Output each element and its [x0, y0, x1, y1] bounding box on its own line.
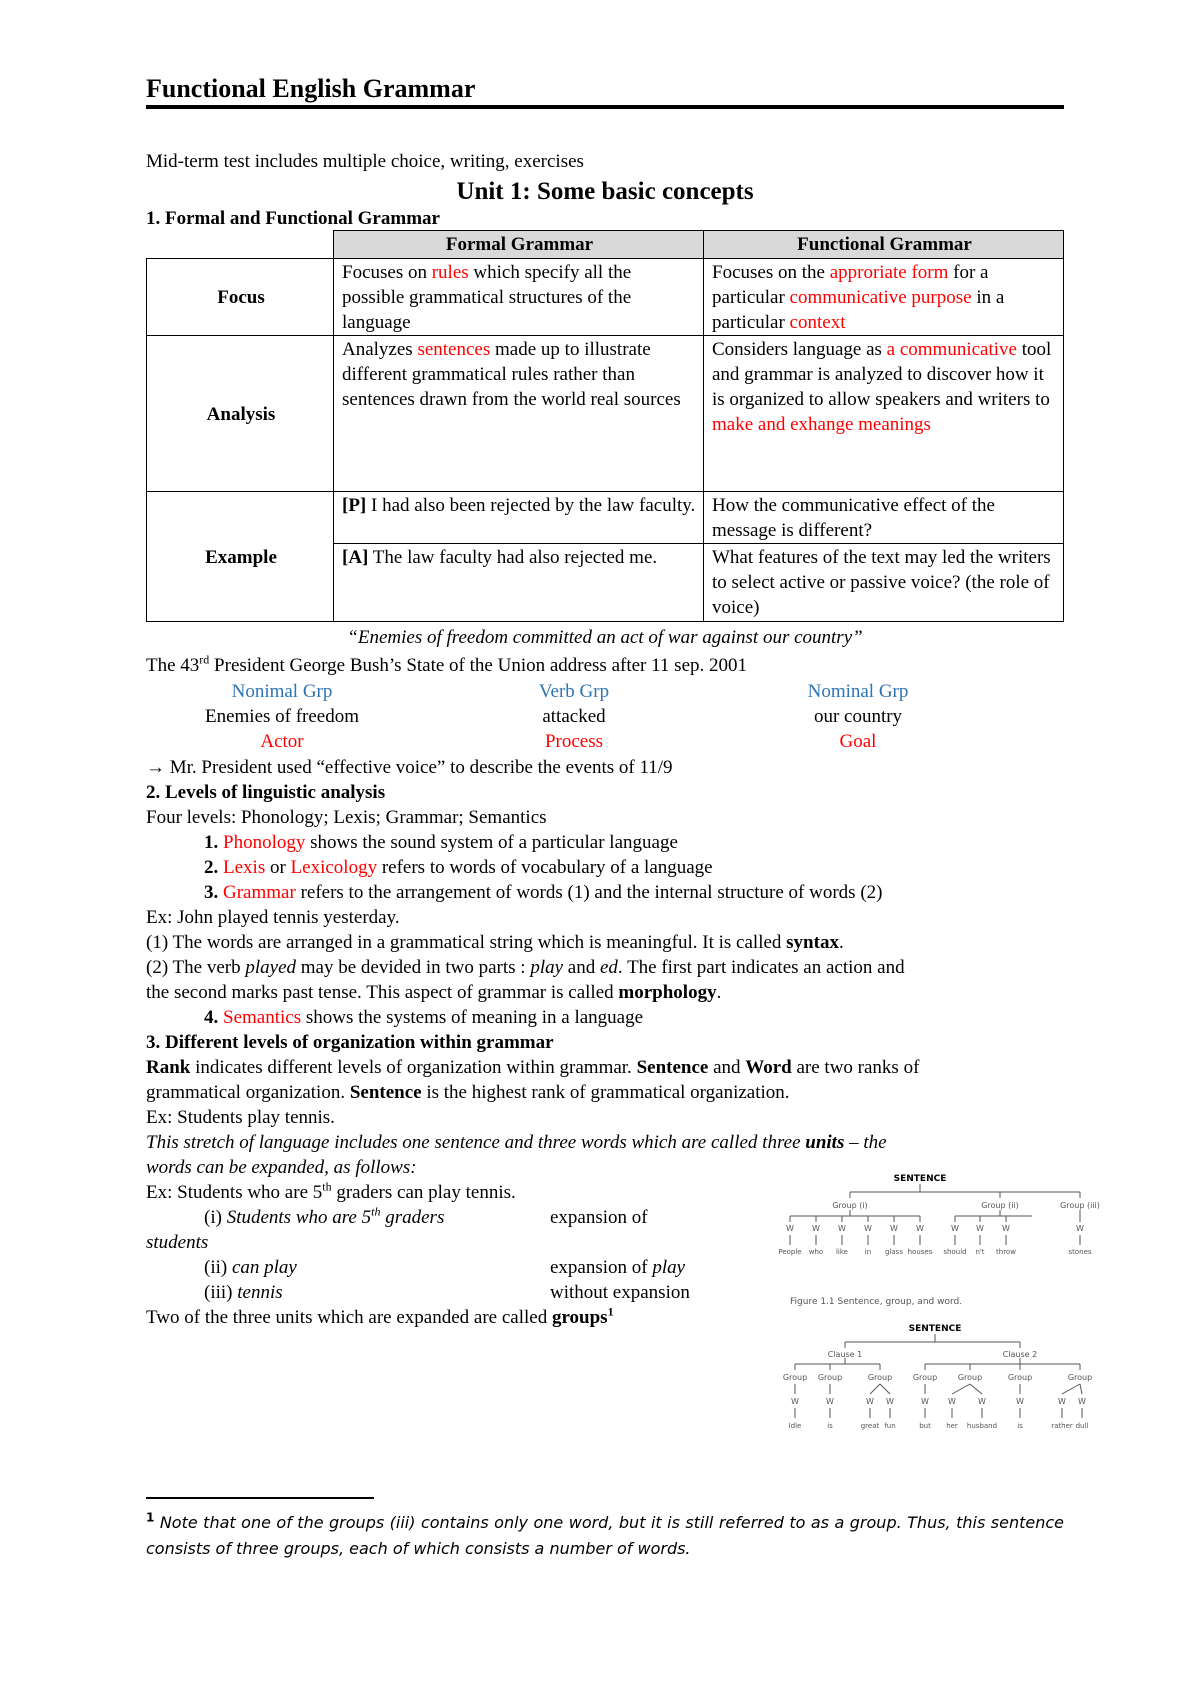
units-explanation-1: This stretch of language includes one sentence and three words which are called three units – the [146, 1132, 887, 1153]
fig2-word: husband [966, 1422, 998, 1430]
row-label-analysis: Analysis [147, 336, 334, 492]
title-underline [146, 105, 1064, 109]
syntax-explanation: (1) The words are arranged in a grammatical string which is meaningful. It is called syntax. [146, 932, 844, 953]
fig1-root: SENTENCE [893, 1174, 947, 1184]
cell-example-functional-1: How the communicative effect of the message is different? [704, 492, 1064, 544]
fig2-w-label: W [886, 1397, 894, 1406]
table-header-row [147, 231, 1064, 259]
fig1-w-label: W [864, 1224, 872, 1233]
group-words-3: our country [813, 706, 903, 727]
col-header-formal: Formal Grammar [334, 231, 704, 259]
cell-example-active: [A] The law faculty had also rejected me. [334, 544, 704, 622]
fig1-word: should [943, 1248, 967, 1256]
expansion-3-desc: without expansion [550, 1282, 690, 1303]
fig1-group-1: Group (i) [832, 1201, 868, 1210]
group-words-2: attacked [542, 706, 606, 727]
morphology-explanation-1: (2) The verb played may be devided in two parts : play and ed. The first part indicates an action and [146, 957, 905, 978]
level-item-3: 3. Grammar refers to the arrangement of words (1) and the internal structure of words (2) [204, 882, 883, 903]
group-label-3: Nominal Grp [807, 681, 909, 702]
fig1-w-label: W [1076, 1224, 1084, 1233]
group-role-3: Goal [839, 731, 877, 752]
fig1-word: n't [975, 1248, 985, 1256]
fig1-w-label: W [1002, 1224, 1010, 1233]
fig2-clause-1: Clause 1 [827, 1350, 863, 1359]
bush-quote: “Enemies of freedom committed an act of war against our country” [347, 627, 863, 648]
fig1-w-label: W [838, 1224, 846, 1233]
fig2-clause-2: Clause 2 [1002, 1350, 1038, 1359]
fig1-word: glass [885, 1248, 903, 1256]
intro-text: Mid-term test includes multiple choice, writing, exercises [146, 151, 584, 172]
fig2-word: Idle [788, 1422, 802, 1430]
table-corner-cell [147, 231, 334, 259]
fig2-nodes [783, 1364, 1092, 1430]
row-label-focus: Focus [147, 259, 334, 336]
expansion-3-label: (iii) tennis [204, 1282, 283, 1303]
section2-heading: 2. Levels of linguistic analysis [146, 782, 386, 803]
fig2-group-label: Group [867, 1373, 893, 1382]
level-item-4: 4. Semantics shows the systems of meaning in a language [204, 1007, 644, 1028]
fig1-word: People [778, 1248, 802, 1256]
groups-definition: Two of the three units which are expanded are called groups$^1$ [146, 1304, 614, 1328]
fig2-w-label: W [978, 1397, 986, 1406]
group-role-2: Process [544, 731, 604, 752]
rank-line-1: Rank indicates different levels of organization within grammar. Sentence and Word are two ranks of [146, 1057, 920, 1078]
fig1-word: in [864, 1248, 872, 1256]
group-label-2: Verb Grp [538, 681, 610, 702]
col-header-functional: Functional Grammar [704, 231, 1064, 259]
fig2-w-label: W [1078, 1397, 1086, 1406]
section3-heading: 3. Different levels of organization within grammar [146, 1032, 554, 1053]
expansion-2-desc: expansion of play [550, 1257, 686, 1278]
arrow-conclusion: → Mr. President used “effective voice” to describe the events of 11/9 [146, 757, 673, 778]
row-label-example: Example [147, 492, 334, 622]
section1-heading: 1. Formal and Functional Grammar [146, 208, 440, 229]
fig1-w-label: W [890, 1224, 898, 1233]
group-role-1: Actor [260, 731, 304, 752]
rank-line-2: grammatical organization. Sentence is the highest rank of grammatical organization. [146, 1082, 790, 1103]
units-explanation-2: words can be expanded, as follows: [146, 1157, 417, 1178]
fig2-w-label: W [826, 1397, 834, 1406]
fig1-group-2: Group (ii) [981, 1201, 1019, 1210]
fig1-w-label: W [786, 1224, 794, 1233]
group-words-1: Enemies of freedom [204, 706, 360, 727]
fig1-leaves [778, 1216, 1092, 1256]
level-item-2: 2. Lexis or Lexicology refers to words of vocabulary of a language [204, 857, 713, 878]
fig1-word: who [808, 1248, 824, 1256]
cell-analysis-functional: Considers language as a communicative tool and grammar is analyzed to discover how it is organized to allow speakers and writers to make and exhange meanings [704, 336, 1064, 492]
table-row-analysis [147, 336, 1064, 492]
fig2-word: fun [884, 1422, 896, 1430]
bush-context-line: The 43rd President George Bush’s State of the Union address after 11 sep. 2001 [146, 652, 748, 676]
example-john: Ex: John played tennis yesterday. [146, 907, 400, 928]
cell-focus-formal: Focuses on rules which specify all the possible grammatical structures of the language [334, 259, 704, 336]
fig2-root: SENTENCE [908, 1324, 962, 1334]
fig2-w-label: W [948, 1397, 956, 1406]
fig2-word: her [946, 1422, 958, 1430]
example-5th-graders: Ex: Students who are 5th graders can play tennis. [146, 1179, 516, 1203]
fig2-group-label: Group [782, 1373, 808, 1382]
sentence-group-word-tree [770, 1170, 1100, 1310]
cell-example-functional-2: What features of the text may led the writers to select active or passive voice? (the role of voice) [704, 544, 1064, 622]
comparison-table [146, 230, 1064, 622]
fig2-group-label: Group [1067, 1373, 1093, 1382]
fig2-word: is [1017, 1422, 1023, 1430]
fig1-w-label: W [951, 1224, 959, 1233]
document-title: Functional English Grammar [146, 74, 476, 103]
example-students-play: Ex: Students play tennis. [146, 1107, 335, 1128]
fig1-w-label: W [976, 1224, 984, 1233]
unit-title: Unit 1: Some basic concepts [456, 178, 754, 205]
fig1-caption: Figure 1.1 Sentence, group, and word. [790, 1297, 963, 1307]
fig2-word: dull [1075, 1422, 1089, 1430]
footnote: $^1$ Note that one of the groups (iii) contains only one word, but it is still referred to as a group. Thus, this sentence consists of three groups, each of which consists a number of words. [146, 1510, 1064, 1558]
group-label-1: Nonimal Grp [231, 681, 333, 702]
table-row-focus [147, 259, 1064, 336]
fig1-w-label: W [812, 1224, 820, 1233]
sentence-clause-tree [770, 1322, 1100, 1452]
fig2-group-label: Group [957, 1373, 983, 1382]
section2-intro: Four levels: Phonology; Lexis; Grammar; Semantics [146, 807, 547, 828]
fig2-w-label: W [1016, 1397, 1024, 1406]
fig2-w-label: W [866, 1397, 874, 1406]
morphology-explanation-2: the second marks past tense. This aspect of grammar is called morphology. [146, 982, 722, 1003]
table-row-example-passive [147, 492, 1064, 544]
fig1-word: houses [907, 1248, 933, 1256]
cell-focus-functional: Focuses on the approriate form for a particular communicative purpose in a particular context [704, 259, 1064, 336]
fig2-group-label: Group [912, 1373, 938, 1382]
expansion-1-cont: students [146, 1232, 209, 1253]
cell-analysis-formal: Analyzes sentences made up to illustrate different grammatical rules rather than sentences drawn from the world real sources [334, 336, 704, 492]
fig2-w-label: W [921, 1397, 929, 1406]
fig1-w-label: W [916, 1224, 924, 1233]
fig2-group-label: Group [1007, 1373, 1033, 1382]
fig1-word: throw [996, 1248, 1016, 1256]
fig1-group-3: Group (iii) [1060, 1201, 1100, 1210]
level-item-1: 1. Phonology shows the sound system of a particular language [204, 832, 678, 853]
expansion-2-label: (ii) can play [204, 1257, 297, 1278]
fig2-w-label: W [1058, 1397, 1066, 1406]
fig2-word: is [827, 1422, 833, 1430]
fig2-word: great [860, 1422, 880, 1430]
fig2-w-label: W [791, 1397, 799, 1406]
fig1-word: stones [1068, 1248, 1092, 1256]
expansion-1-desc: expansion of [550, 1207, 648, 1228]
cell-example-passive: [P] I had also been rejected by the law faculty. [334, 492, 704, 544]
fig2-group-label: Group [817, 1373, 843, 1382]
fig1-word: like [835, 1248, 849, 1256]
fig2-word: rather [1051, 1422, 1073, 1430]
expansion-1-label: (i) Students who are 5th graders [204, 1204, 445, 1228]
fig2-word: but [919, 1422, 931, 1430]
footnote-separator [146, 1497, 374, 1499]
